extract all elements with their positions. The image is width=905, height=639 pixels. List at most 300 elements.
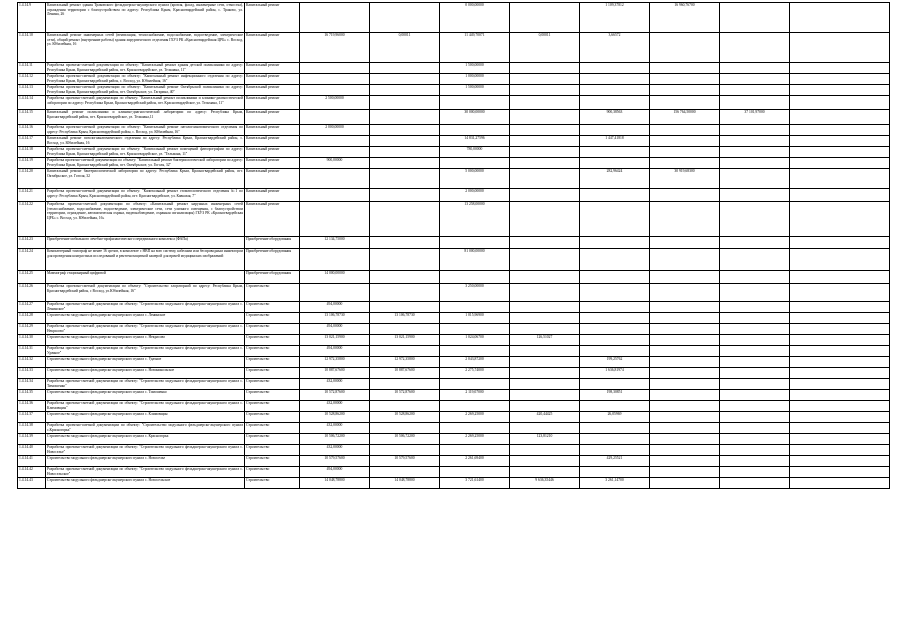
row-amount-1 [300,189,370,202]
row-code: 1.4.14.24 [18,249,46,271]
row-work-type: Строительство [245,284,300,302]
row-work-type: Капитальный ремонт [245,74,300,85]
row-amount-2: 10 887,67600 [370,368,440,379]
table-row [18,313,890,324]
row-amount-4 [510,110,580,125]
row-work-type: Капитальный ремонт [245,33,300,63]
row-amount-5: 1 447,41818 [580,136,650,147]
row-amount-7 [720,412,790,423]
row-amount-5 [580,249,650,271]
row-amount-6 [650,189,720,202]
table-row [18,357,890,368]
row-amount-1: 494,00000 [300,467,370,478]
row-code: 1.4.14.29 [18,324,46,335]
row-amount-5: 282,96424 [580,169,650,189]
row-amount-2 [370,401,440,412]
row-amount-8 [790,346,890,357]
row-amount-7 [720,33,790,63]
row-amount-4: 9 636,35446 [510,478,580,489]
row-amount-2 [370,85,440,96]
row-work-type: Строительство [245,390,300,401]
table-row [18,33,890,63]
row-amount-8 [790,434,890,445]
row-amount-6 [650,368,720,379]
row-amount-8 [790,423,890,434]
row-amount-1: 494,00000 [300,324,370,335]
row-amount-1 [300,202,370,237]
row-work-type: Строительство [245,346,300,357]
row-amount-2 [370,74,440,85]
row-amount-4 [510,445,580,456]
row-amount-7 [720,445,790,456]
row-code: 1.4.14.22 [18,202,46,237]
row-amount-6 [650,313,720,324]
row-amount-2 [370,110,440,125]
row-amount-8 [790,74,890,85]
table-row [18,271,890,284]
row-amount-2: 13 106,78730 [370,313,440,324]
row-amount-1 [300,74,370,85]
row-description: Строительство модульного фельдшерско-акушерского пункта с. Удачное [46,357,245,368]
row-amount-1: 10 506,72200 [300,434,370,445]
row-amount-4 [510,368,580,379]
table-row [18,401,890,412]
row-amount-5 [580,74,650,85]
row-amount-4 [510,136,580,147]
row-amount-4 [510,237,580,249]
row-description: Разработка проектно-сметной документации по объекту: "Строительство хлораторной по адресу: Республика Крым, Красногвардейский район, с Восход, ул.Юбилейная, 16" [46,284,245,302]
table-row [18,63,890,74]
row-work-type: Капитальный ремонт [245,110,300,125]
row-amount-3: 3 721,61400 [440,478,510,489]
row-amount-6 [650,302,720,313]
row-amount-7 [720,434,790,445]
row-description: Разработка проектно-сметной документации по объекту: "Строительство модульного фельдшерско-акушерского пункта с. Тимошенко" [47,379,243,388]
row-work-type: Приобретение оборудования [245,249,300,271]
row-amount-5 [580,189,650,202]
row-amount-3: 1 500,00000 [440,63,510,74]
row-amount-5 [580,96,650,110]
row-amount-1: 13 106,78730 [300,313,370,324]
row-amount-2 [370,3,440,33]
row-amount-8 [790,271,890,284]
row-amount-7 [720,96,790,110]
row-amount-5: 199,25762 [580,357,650,368]
table-row [18,85,890,96]
row-amount-5 [580,202,650,237]
row-amount-2 [370,136,440,147]
row-amount-4 [510,346,580,357]
row-description: Разработка проектно-сметной документации по объекту: "Капитальный ремонт бактериологической лаборатории по адресу: Республика Крым, Красногвардейский район, пгт. Октябрьское, ул. Гоголя, 32" [47,158,243,167]
row-code: 1.4.14.9 [18,3,46,33]
row-amount-8 [790,136,890,147]
row-amount-8 [790,147,890,158]
row-work-type: Строительство [245,313,300,324]
row-amount-4 [510,271,580,284]
row-amount-3 [440,302,510,313]
row-description: Разработка проектно-сметной документации по объекту: "Капитальный ремонт патологоанатомического отделения по адресу: Республика Крым, Красногвардейский район, с. Восход, ул. Юбилейная, 16" [47,125,243,134]
row-amount-6 [650,346,720,357]
row-description: Строительство модульного фельдшерско-акушерского пункта с. Новосельское [46,478,245,489]
row-description: Разработка проектно-сметной документации по объекту: "Строительство модульного фельдшерско-акушерского пункта с. Ленинское" [47,302,243,311]
row-amount-5 [580,63,650,74]
row-amount-6 [650,33,720,63]
row-code: 1.4.14.35 [18,390,46,401]
row-description: Разработка проектно-сметной документации по объекту: "Капитальный ремонт Октябрьской поликлиники по адресу: Республика Крым, Красногвардейский район, пгт. Октябрьское, ул. Гагарина, 40" [47,85,243,94]
row-amount-2 [370,147,440,158]
row-amount-3: 2 000,00000 [440,189,510,202]
budget-table-page [17,2,889,489]
row-amount-3: 2 275,74000 [440,368,510,379]
row-amount-1: 2 500,00000 [300,96,370,110]
row-description: Маммограф стационарный цифровой [46,271,245,284]
row-work-type: Капитальный ремонт [245,96,300,110]
row-amount-7 [720,158,790,169]
row-amount-2: 10 528,86200 [370,412,440,423]
row-amount-8 [790,125,890,136]
row-amount-6 [650,284,720,302]
table-row [18,302,890,313]
row-description: Строительство модульного фельдшерско-акушерского пункта с. Новоселье [46,456,245,467]
row-amount-2 [370,445,440,456]
row-amount-8 [790,302,890,313]
row-code: 1.4.14.39 [18,434,46,445]
row-amount-7 [720,324,790,335]
row-amount-3 [440,125,510,136]
row-amount-8 [790,3,890,33]
row-amount-6 [650,467,720,478]
row-amount-5: 1 636,81974 [580,368,650,379]
row-description: Строительство модульного фельдшерско-акушерского пункта с. Ленинское [46,313,245,324]
row-amount-7 [720,125,790,136]
row-amount-5: 429,25521 [580,456,650,467]
row-amount-6: 156 764,50000 [650,110,720,125]
row-amount-2 [370,158,440,169]
row-work-type: Капитальный ремонт [245,202,300,237]
table-row [18,412,890,423]
row-amount-1: 10 528,86200 [300,412,370,423]
row-work-type: Строительство [245,357,300,368]
table-row [18,147,890,158]
row-code: 1.4.14.19 [18,158,46,169]
row-work-type: Капитальный ремонт [245,3,300,33]
table-row [18,96,890,110]
row-work-type: Строительство [245,478,300,489]
row-amount-8 [790,467,890,478]
row-work-type: Капитальный ремонт [245,85,300,96]
row-amount-6 [650,147,720,158]
row-amount-6 [650,324,720,335]
row-amount-6 [650,379,720,390]
row-description: Приобретение мобильного лечебно-профилактического передвижного комплекса (ФАПа) [46,237,245,249]
row-amount-1: 2 000,00000 [300,125,370,136]
row-amount-8 [790,189,890,202]
row-amount-2 [370,202,440,237]
row-work-type: Капитальный ремонт [245,189,300,202]
row-amount-8 [790,158,890,169]
row-amount-1: 10 572,87600 [300,390,370,401]
row-description: Строительство модульного фельдшерско-акушерского пункта с. Тимошенко [46,390,245,401]
row-amount-3: 5 000,00000 [440,169,510,189]
table-row [18,136,890,147]
row-code: 1.4.14.33 [18,368,46,379]
row-amount-2 [370,324,440,335]
row-code: 1.4.14.14 [18,96,46,110]
row-amount-3: 3 250,00000 [440,284,510,302]
row-amount-2 [370,249,440,271]
row-work-type: Строительство [245,335,300,346]
row-amount-7 [720,189,790,202]
row-amount-4 [510,96,580,110]
row-description: Строительство модульного фельдшерско-акушерского пункта с. Климовщин [46,412,245,423]
row-amount-7 [720,284,790,302]
row-code: 1.4.14.40 [18,445,46,456]
row-amount-5 [580,379,650,390]
row-code: 1.4.14.21 [18,189,46,202]
row-amount-8 [790,478,890,489]
row-amount-1: 10 579,57600 [300,456,370,467]
row-code: 1.4.14.38 [18,423,46,434]
row-amount-3: 1 000,00000 [440,74,510,85]
row-work-type: Строительство [245,368,300,379]
row-amount-1: 14 000,00000 [300,271,370,284]
row-amount-8 [790,445,890,456]
row-amount-2: 10 579,57600 [370,456,440,467]
row-code: 1.4.14.32 [18,357,46,368]
table-row [18,202,890,237]
row-amount-3: 81 000,00000 [440,249,510,271]
row-code: 1.4.14.18 [18,147,46,158]
row-amount-1 [300,147,370,158]
row-description: Капитальный ремонт бактериологической лаборатории по адресу: Республика Крым, Красногвардейский район, пгт. Октябрьское, ул. Гоголя, 32 [46,169,245,189]
row-amount-4 [510,125,580,136]
row-amount-1: 494,00000 [300,346,370,357]
row-amount-7 [720,63,790,74]
row-amount-4 [510,401,580,412]
row-amount-4 [510,169,580,189]
row-code: 1.4.14.42 [18,467,46,478]
row-amount-4: 420,44425 [510,412,580,423]
row-amount-5 [580,125,650,136]
row-amount-8 [790,357,890,368]
row-work-type: Строительство [245,401,300,412]
row-amount-5 [580,467,650,478]
row-amount-2: 14 048,78800 [370,478,440,489]
row-amount-4 [510,158,580,169]
row-amount-3 [440,346,510,357]
row-code: 1.4.14.15 [18,110,46,125]
row-amount-5 [580,423,650,434]
row-amount-3: 2 043,87200 [440,357,510,368]
row-amount-1 [300,284,370,302]
row-description: Капитальный ремонт инженерных сетей (вентиляция, теплоснабжение, водоснабжение, водоотведение, электрические сети), общий ремонт (внутренние работы) здания хирургического отделения ГБУЗ РК «Красногвардейская ЦРБ» с. Восход, ул. Юбилейная, 16 [46,33,245,63]
table-row [18,3,890,33]
table-row [18,456,890,467]
table-row [18,110,890,125]
row-code: 1.4.14.36 [18,401,46,412]
row-amount-1: 432,00000 [300,423,370,434]
table-row [18,434,890,445]
row-amount-1: 494,00000 [300,302,370,313]
row-amount-2 [370,346,440,357]
row-work-type: Капитальный ремонт [245,158,300,169]
row-amount-5 [580,284,650,302]
row-amount-6 [650,390,720,401]
row-amount-2 [370,423,440,434]
row-code: 1.4.14.41 [18,456,46,467]
row-amount-5 [580,271,650,284]
row-amount-8 [790,85,890,96]
row-amount-5 [580,346,650,357]
row-amount-3 [440,401,510,412]
row-amount-8 [790,368,890,379]
row-description: Разработка проектно-сметной документации по объекту: "Строительство модульного фельдшерско-акушерского пункта с. Некрасово" [47,324,243,333]
row-description: Разработка проектно-сметной документации по объекту: "Строительство модульного фельдшерско-акушерского пункта с. Новосельское" [47,467,243,476]
row-amount-8 [790,169,890,189]
row-amount-2 [370,125,440,136]
row-amount-1: 432,00000 [300,401,370,412]
row-amount-7 [720,271,790,284]
row-amount-6 [650,158,720,169]
row-amount-7 [720,3,790,33]
row-amount-8 [790,401,890,412]
row-amount-1: 13 021,15900 [300,335,370,346]
row-description: Капитальный ремонт поликлиники и клинико-диагностической лаборатории по адресу: Республика Крым, Красногвардейский район, пгт. Красногвардейское, ул. Тельмана,11 [46,110,245,125]
row-amount-7 [720,456,790,467]
row-amount-3 [440,324,510,335]
row-amount-3 [440,423,510,434]
row-amount-6 [650,357,720,368]
row-amount-2 [370,237,440,249]
row-work-type: Строительство [245,467,300,478]
row-amount-4 [510,284,580,302]
row-amount-8 [790,335,890,346]
row-amount-1: 12 972,35800 [300,357,370,368]
row-amount-2 [370,169,440,189]
row-code: 1.4.14.27 [18,302,46,313]
row-amount-3 [440,467,510,478]
row-amount-5 [580,85,650,96]
row-amount-8 [790,96,890,110]
row-amount-2 [370,284,440,302]
row-code: 1.4.14.20 [18,169,46,189]
row-amount-2: 10 572,87600 [370,390,440,401]
row-amount-5 [580,324,650,335]
row-work-type: Капитальный ремонт [245,136,300,147]
row-amount-4 [510,74,580,85]
row-amount-6 [650,478,720,489]
row-description: Разработка проектно-сметной документации по объекту: "Капитальный ремонт инфекционного отделения по адресу: Республика Крым, Красногвардейский район, с. Восход, ул. Юбилейная, 16" [47,74,243,83]
row-work-type: Строительство [245,434,300,445]
row-amount-5 [580,445,650,456]
row-amount-1 [300,249,370,271]
row-amount-7 [720,390,790,401]
row-work-type: Капитальный ремонт [245,147,300,158]
row-description: Разработка проектно-сметной документации по объекту: "Строительство модульного фельдшерско-акушерского пункта с.Красногорка" [47,423,243,432]
row-code: 1.4.14.30 [18,335,46,346]
row-amount-1: 432,00000 [300,379,370,390]
row-amount-4 [510,85,580,96]
row-amount-3: 2 269,25000 [440,434,510,445]
row-amount-7 [720,169,790,189]
row-amount-6 [650,401,720,412]
row-amount-4 [510,324,580,335]
row-amount-5: 198,30851 [580,390,650,401]
row-amount-3: 11 449,70071 [440,33,510,63]
row-amount-7 [720,147,790,158]
row-amount-6 [650,271,720,284]
row-amount-7 [720,136,790,147]
row-description: Разработка проектно-сметной документации по объекту: "Капитальный ремонт поликлиники и клинико-диагностической лаборатории по адресу: Республика Крым, Красногвардейский район, пгт. Красногвардейское, ул. Тельмана, 11" [46,96,245,110]
row-amount-2: 12 972,35800 [370,357,440,368]
row-description: Капитальный ремонт патологоанатомического отделения по адресу: Республика Крым, Красногвардейский район, с. Восход, ул. Юбилейная, 16 [47,136,243,145]
row-amount-3 [440,379,510,390]
row-amount-2 [370,302,440,313]
row-amount-1 [300,110,370,125]
row-amount-7 [720,202,790,237]
row-amount-6 [650,423,720,434]
row-amount-6 [650,335,720,346]
row-description: Компьютерный томограф не менее 16 срезов, в комплекте с НВП на всю систему, кабелями или беспроводным инжектором для проведения контрастных исследований и рентгенозащитной камерой для врачей медицинских изображений [46,249,245,271]
row-amount-5 [580,335,650,346]
row-amount-7 [720,478,790,489]
row-work-type: Приобретение оборудования [245,237,300,249]
row-amount-1 [300,169,370,189]
row-amount-8 [790,110,890,125]
row-amount-4 [510,467,580,478]
row-amount-8 [790,324,890,335]
row-amount-6 [650,136,720,147]
row-amount-7 [720,237,790,249]
row-amount-1: 10 887,67600 [300,368,370,379]
row-description: Разработка проектно-сметной документации по объекту: "Капитальный ремонт здания детской поликлиники по адресу: Республика Крым, Красногвардейский район, пгт. Красногвардейское, ул. Тельмана, 11" [47,63,243,72]
row-work-type: Строительство [245,302,300,313]
row-amount-2 [370,379,440,390]
row-amount-6 [650,237,720,249]
row-amount-6 [650,63,720,74]
row-amount-2 [370,96,440,110]
row-code: 1.4.14.43 [18,478,46,489]
row-work-type: Строительство [245,423,300,434]
row-amount-4 [510,147,580,158]
row-amount-3: 2 269,25000 [440,412,510,423]
table-row [18,249,890,271]
row-work-type: Строительство [245,379,300,390]
row-amount-4 [510,456,580,467]
row-amount-3 [440,237,510,249]
row-description: Разработка проектно-сметной документации по объекту: "Капитальный ремонт стоматологического отделения №1 по адресу: Республика Крым, Красногвардейский район, пгт. Красногвардейское, ул. Кавказая, 7" [46,189,245,202]
table-body [18,3,890,489]
row-amount-1: 900,00000 [300,158,370,169]
row-amount-6 [650,202,720,237]
row-amount-6 [650,412,720,423]
row-work-type: Капитальный ремонт [245,63,300,74]
row-amount-5 [580,147,650,158]
row-work-type: Строительство [245,412,300,423]
row-work-type: Строительство [245,456,300,467]
row-amount-2 [370,189,440,202]
row-amount-4: 126,51027 [510,335,580,346]
row-code: 1.4.14.26 [18,284,46,302]
row-amount-1: 432,00000 [300,445,370,456]
row-amount-4 [510,249,580,271]
budget-table [17,2,890,489]
row-amount-7 [720,368,790,379]
row-amount-2 [370,467,440,478]
row-amount-1 [300,3,370,33]
row-amount-5 [580,237,650,249]
row-code: 1.4.14.23 [18,237,46,249]
